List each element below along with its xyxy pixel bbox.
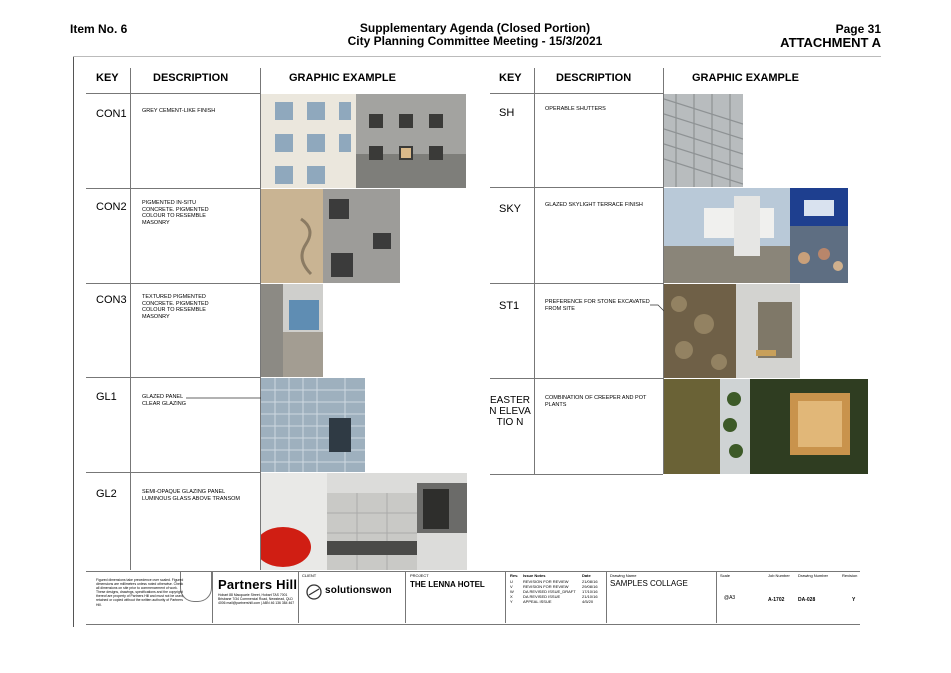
job-number-label: Job Number [768,573,790,578]
left-description-header: DESCRIPTION [153,72,229,84]
right-row-line-2 [490,283,663,284]
item-number: Item No. 6 [70,22,128,36]
tb-divider-1 [212,571,213,623]
key-con3: CON3 [96,294,127,306]
agenda-line-2: City Planning Committee Meeting - 15/3/2021 [347,34,603,48]
attachment-label: ATTACHMENT A [780,35,881,50]
rev-v-date: 29/08/16 [582,584,598,589]
right-row-line-1 [490,187,663,188]
tb-divider-6 [716,571,717,623]
scale-value: @A3 [724,595,736,601]
desc-con2: PIGMENTED IN-SITU CONCRETE. PIGMENTED COLOUR TO RESEMBLE MASONRY [142,200,209,226]
revision-label: Revision [842,573,858,578]
sky-sample-image [664,188,848,283]
tb-divider-2 [298,571,299,623]
page-number: Page 31 [835,22,881,36]
project-name: THE LENNA HOTEL [410,580,485,589]
desc-con1: GREY CEMENT-LIKE FINISH [142,108,216,114]
desc-st1: PREFERENCE FOR STONE EXCAVATED FROM SITE [545,299,650,312]
left-row-line-4 [86,472,260,473]
key-st1: ST1 [499,300,520,312]
agenda-line-1: Supplementary Agenda (Closed Portion) [359,21,591,35]
right-divider-1 [534,68,535,474]
rev-y: Y [510,599,513,604]
con1-sample-image [261,94,466,188]
agenda-title [330,22,620,48]
rev-y-note: APPEAL ISSUE [523,599,552,604]
st1-sample-image [664,284,800,378]
con2-sample-image [261,189,400,283]
right-key-header: KEY [499,72,522,84]
left-row-line-0 [86,93,260,94]
rev-y-date: 4/5/20 [582,599,594,604]
rev-w-date: 17/10/16 [582,589,598,594]
key-con1: CON1 [96,108,127,120]
job-number: A-1702 [768,597,785,603]
left-key-header: KEY [96,72,119,84]
client-label: CLIENT [302,573,317,578]
desc-sky: GLAZED SKYLIGHT TERRACE FINISH [545,202,643,208]
gl2-sample-image [261,473,467,570]
desc-sh: OPERABLE SHUTTERS [545,106,606,112]
drawing-number-label: Drawing Number [798,573,829,578]
rev-x-note: DA REVISED ISSUE [523,594,561,599]
left-row-line-2 [86,283,260,284]
rev-x-date: 21/10/16 [582,594,598,599]
client-logo-icon [306,584,322,600]
date-col-label: Date [582,573,591,578]
architect-address: Hobart 88 Macquarie Street, Hobart TAS 7001 Brisbane 7/34 Commercial Road, Newstead, QLD 4006 mail@partnershill.com | ABN 46 136 384 467 [218,593,295,606]
rev-u-date: 21/08/16 [582,579,598,584]
key-gl1: GL1 [96,391,117,403]
left-row-line-3 [86,377,260,378]
architect-name: Partners Hill [218,577,298,592]
right-row-line-3 [490,378,663,379]
desc-con3: TEXTURED PIGMENTED CONCRETE. PIGMENTED COLOUR TO RESEMBLE MASONRY [142,294,209,320]
rev-w: W [510,589,514,594]
rev-v-note: REVISION FOR REVIEW [523,584,569,589]
rev-x: X [510,594,513,599]
key-sh: SH [499,107,515,119]
revision-value: Y [852,597,856,603]
desc-gl1: GLAZED PANEL CLEAR GLAZING [142,394,187,407]
left-row-line-1 [86,188,260,189]
rev-col-label: Rev. [510,573,519,578]
right-row-line-4 [490,474,663,475]
tb-divider-3 [405,571,406,623]
issue-col-label: Issue Notes [523,573,546,578]
key-sky: SKY [499,203,522,215]
tb-notch [180,571,212,602]
rev-v: V [510,584,513,589]
left-graphic-header: GRAPHIC EXAMPLE [289,72,396,84]
key-eastern-elevation: EASTERN ELEVATIO N [489,395,531,428]
right-row-line-0 [490,93,663,94]
drawing-name: SAMPLES COLLAGE [610,579,688,588]
gl1-sample-image [261,378,365,472]
key-con2: CON2 [96,201,127,213]
scale-label: Scale [720,573,731,578]
con3-sample-image [261,284,323,377]
rev-u: U [510,579,513,584]
tb-disclaimer: Figured dimensions take precedence over scaled. Figured dimensions are millimetres unless noted otherwise. Check all dimensions on site prior to commencement of work. These designs, drawings, specifications and the copyright thereof are property of Partners Hill and must not be used, retained or copied without the written authority of Partners Hill. [96,578,184,607]
right-graphic-header: GRAPHIC EXAMPLE [692,72,799,84]
client-name: solutionswon [325,585,392,596]
desc-eastern-elevation: COMBINATION OF CREEPER AND POT PLANTS [545,395,647,408]
eastern-elevation-sample-image [664,379,868,474]
tb-divider-5 [606,571,607,623]
key-gl2: GL2 [96,488,117,500]
tb-divider-4 [505,571,506,623]
desc-gl2: SEMI-OPAQUE GLAZING PANEL LUMINOUS GLASS ABOVE TRANSOM [142,489,241,502]
project-label: PROJECT [410,573,429,578]
page-info [780,22,881,50]
drawing-number: DA-028 [798,597,816,603]
left-divider-1 [130,68,131,570]
right-description-header: DESCRIPTION [556,72,632,84]
sh-sample-image [664,94,743,187]
rev-u-note: REVISION FOR REVIEW [523,579,569,584]
drawing-name-label: Drawing Name [610,573,637,578]
rev-w-note: DA REVISED ISSUE_DRAFT [523,589,576,594]
